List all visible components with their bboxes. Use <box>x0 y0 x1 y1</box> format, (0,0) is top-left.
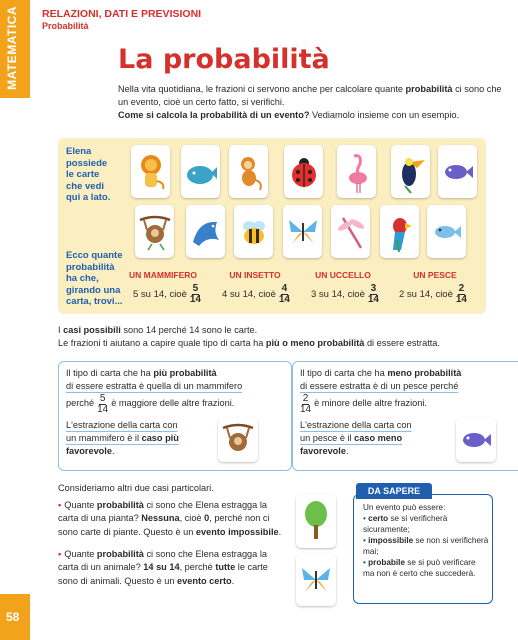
dragonfly-card <box>331 205 370 258</box>
fraction: $\frac{3}{14}$ <box>367 283 379 305</box>
subject-tab <box>0 0 30 98</box>
fraction: $\frac{5}{14}$ <box>189 283 201 305</box>
fraction: $\frac{4}{14}$ <box>278 283 290 305</box>
fish-card <box>438 145 477 198</box>
page-number: 58 <box>6 610 20 624</box>
category-insect-value: 4 su 14, cioè $\frac{4}{14}$ <box>222 283 290 305</box>
page-title: La probabilità <box>118 44 330 75</box>
butterfly-card-example <box>296 554 336 606</box>
special-cases-intro: Consideriamo altri due casi particolari. <box>58 483 214 493</box>
impossible-event-text: • Quante probabilità ci sono che Elena estragga la carta di una pianta? Nessuna, cioè 0, perché non ci sono carte di piante. Questo è un evento impossibile. <box>58 500 282 537</box>
flamingo-icon <box>342 150 372 194</box>
certain-event-text: • Quante probabilità ci sono che Elena estragga la carta di un animale? 14 su 14, perché tutte le carte sono di animali. Questo è un evento certo. <box>58 549 268 586</box>
dolphin-card <box>186 205 225 258</box>
bee-icon <box>238 216 270 248</box>
category-bird-value: 3 su 14, cioè $\frac{3}{14}$ <box>311 283 379 305</box>
parrot-card <box>380 205 419 258</box>
category-mammal-label: UN MAMMIFERO <box>129 270 197 280</box>
more-probable-text: Il tipo di carta che ha più probabilità di essere estratta è quella di un mammifero perché $\frac{5}{14}$ è maggiore delle altre frazioni. L'estrazione della carta con un mammifero è il caso più favorevole. <box>66 368 243 457</box>
whale-icon <box>184 157 218 187</box>
less-probable-text: Il tipo di carta che ha meno probabilità di essere estratta è di un pesce perché $\frac{2}{14}$ è minore delle altre frazioni. L'estrazione della carta con un pesce è il caso meno favorevole. <box>300 368 462 457</box>
fish-card-small <box>427 205 466 258</box>
butterfly-card <box>283 205 322 258</box>
whale-card <box>181 145 220 198</box>
bee-card <box>234 205 273 258</box>
sloth-card <box>135 205 174 258</box>
fish-icon <box>460 428 492 452</box>
draw-note: Ecco quante probabilità ha che, girando una carta, trovi... <box>66 250 123 307</box>
flamingo-card <box>337 145 376 198</box>
toucan-icon <box>395 150 427 194</box>
ladybug-card <box>284 145 323 198</box>
ladybug-icon <box>288 155 320 189</box>
sloth-icon <box>138 212 172 252</box>
toucan-card <box>391 145 430 198</box>
monkey-card <box>229 145 268 198</box>
cards-note: Elena possiede le carte che vedi qui a lato. <box>66 146 111 203</box>
monkey-icon <box>234 152 264 192</box>
da-sapere-text: Un evento può essere: • certo se si verificherà sicuramente; • impossibile se non si verificherà mai; • probabile se si può verificare ma non è certo che succederà. <box>363 503 489 578</box>
category-bird-label: UN UCCELLO <box>315 270 371 280</box>
section-title: RELAZIONI, DATI E PREVISIONI <box>42 8 202 20</box>
sloth-card-example <box>218 418 258 462</box>
lion-icon <box>135 151 167 193</box>
category-mammal-value: 5 su 14, cioè $\frac{5}{14}$ <box>133 283 201 305</box>
intro-paragraph: Nella vita quotidiana, le frazioni ci servono anche per calcolare quante probabilità ci sono che un evento, cioè un certo fatto, si verifichi. Come si calcola la probabilità di un evento? Vediamolo insieme con un esempio. <box>118 84 502 120</box>
subject-label: MATEMATICA <box>5 6 19 90</box>
butterfly-icon <box>287 217 319 247</box>
fractions-help-text: Le frazioni ti aiutano a capire quale tipo di carta ha più o meno probabilità di essere estratta. <box>58 338 440 348</box>
possible-cases-text: I casi possibili sono 14 perché 14 sono le carte. <box>58 325 258 335</box>
sloth-icon <box>221 422 255 458</box>
dragonfly-icon <box>335 212 367 252</box>
section-subtitle: Probabilità <box>42 21 89 31</box>
tree-card <box>296 494 336 548</box>
small-fish-icon <box>432 221 462 243</box>
category-insect-label: UN INSETTO <box>229 270 281 280</box>
da-sapere-label: DA SAPERE <box>356 483 432 499</box>
category-fish-value: 2 su 14, cioè $\frac{2}{14}$ <box>399 283 467 305</box>
fish-card-example <box>456 418 496 462</box>
tree-icon <box>301 499 331 543</box>
fraction: $\frac{2}{14}$ <box>455 283 467 305</box>
fish-icon <box>442 160 474 184</box>
lion-card <box>131 145 170 198</box>
parrot-icon <box>385 210 415 254</box>
dolphin-icon <box>189 212 223 252</box>
category-fish-label: UN PESCE <box>413 270 457 280</box>
butterfly-icon <box>300 565 332 595</box>
